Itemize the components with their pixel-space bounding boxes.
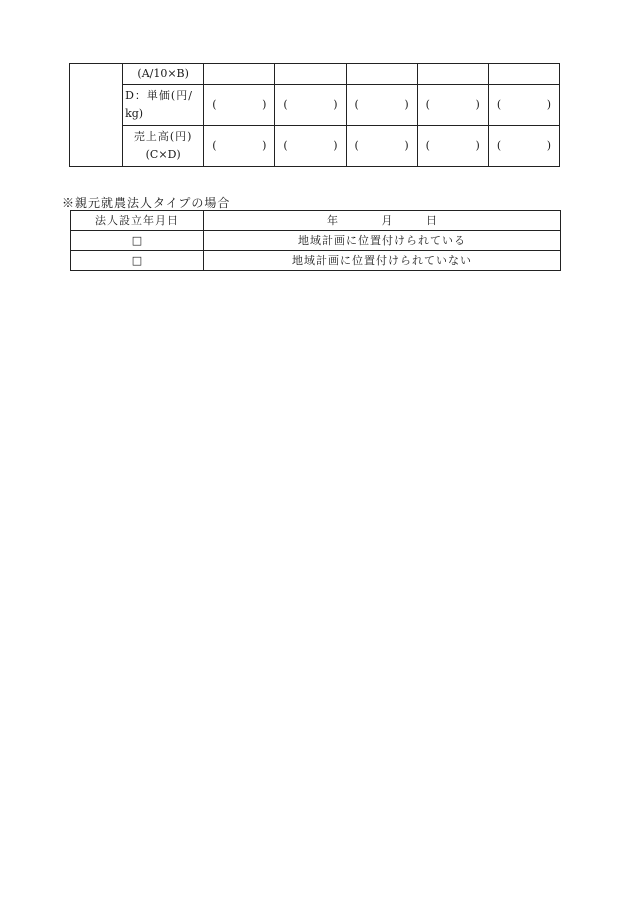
plan-not-included-text: 地域計画に位置付けられていない — [204, 251, 561, 271]
section-heading: ※親元就農法人タイプの場合 — [62, 196, 231, 210]
table-row — [71, 231, 561, 251]
open-paren: ( — [212, 139, 217, 152]
sales-cell-1 — [204, 126, 275, 167]
establishment-date-value — [204, 211, 561, 231]
unit-price-cell-3 — [346, 85, 417, 126]
plan-not-included-checkbox[interactable]: □ — [71, 251, 204, 271]
table-row — [71, 251, 561, 271]
corporation-table — [70, 210, 561, 271]
blank-merged-cell — [70, 64, 123, 167]
unit-price-label — [123, 85, 204, 126]
table-row — [70, 126, 560, 167]
open-paren: ( — [354, 139, 359, 152]
date-year: 年 — [327, 213, 338, 227]
close-paren: ) — [262, 98, 267, 111]
sales-cell-3 — [346, 126, 417, 167]
unit-price-cell-4 — [417, 85, 488, 126]
open-paren: ( — [425, 98, 430, 111]
ratio-cell-3 — [346, 64, 417, 85]
table-row — [70, 64, 560, 85]
close-paren: ) — [404, 139, 409, 152]
unit-price-label-line1: D：単価(円/ — [125, 89, 193, 102]
plan-included-checkbox[interactable]: □ — [71, 231, 204, 251]
ratio-cell-4 — [417, 64, 488, 85]
plan-included-text: 地域計画に位置付けられている — [204, 231, 561, 251]
unit-price-label-line2: kg) — [125, 107, 144, 120]
table-row — [70, 85, 560, 126]
close-paren: ) — [404, 98, 409, 111]
sales-label-line2: (C×D) — [145, 148, 181, 161]
close-paren: ) — [262, 139, 267, 152]
sales-label — [123, 126, 204, 167]
calculation-table — [69, 63, 560, 167]
open-paren: ( — [212, 98, 217, 111]
close-paren: ) — [475, 139, 480, 152]
establishment-date-label: 法人設立年月日 — [71, 211, 204, 231]
sales-cell-5 — [488, 126, 559, 167]
open-paren: ( — [283, 98, 288, 111]
ratio-label: (A/10×B) — [123, 64, 204, 85]
close-paren: ) — [546, 139, 551, 152]
close-paren: ) — [546, 98, 551, 111]
ratio-cell-2 — [275, 64, 346, 85]
close-paren: ) — [475, 98, 480, 111]
unit-price-cell-5 — [488, 85, 559, 126]
close-paren: ) — [333, 139, 338, 152]
date-month: 月 — [381, 213, 393, 227]
close-paren: ) — [333, 98, 338, 111]
open-paren: ( — [283, 139, 288, 152]
sales-cell-2 — [275, 126, 346, 167]
sales-cell-4 — [417, 126, 488, 167]
sales-label-line1: 売上高(円) — [133, 130, 193, 143]
date-day: 日 — [426, 213, 437, 227]
open-paren: ( — [496, 139, 502, 152]
ratio-cell-5 — [488, 64, 559, 85]
unit-price-cell-2 — [275, 85, 346, 126]
ratio-cell-1 — [204, 64, 275, 85]
table-row — [71, 211, 561, 231]
open-paren: ( — [425, 139, 430, 152]
open-paren: ( — [354, 98, 359, 111]
open-paren: ( — [496, 98, 502, 111]
unit-price-cell-1 — [204, 85, 275, 126]
